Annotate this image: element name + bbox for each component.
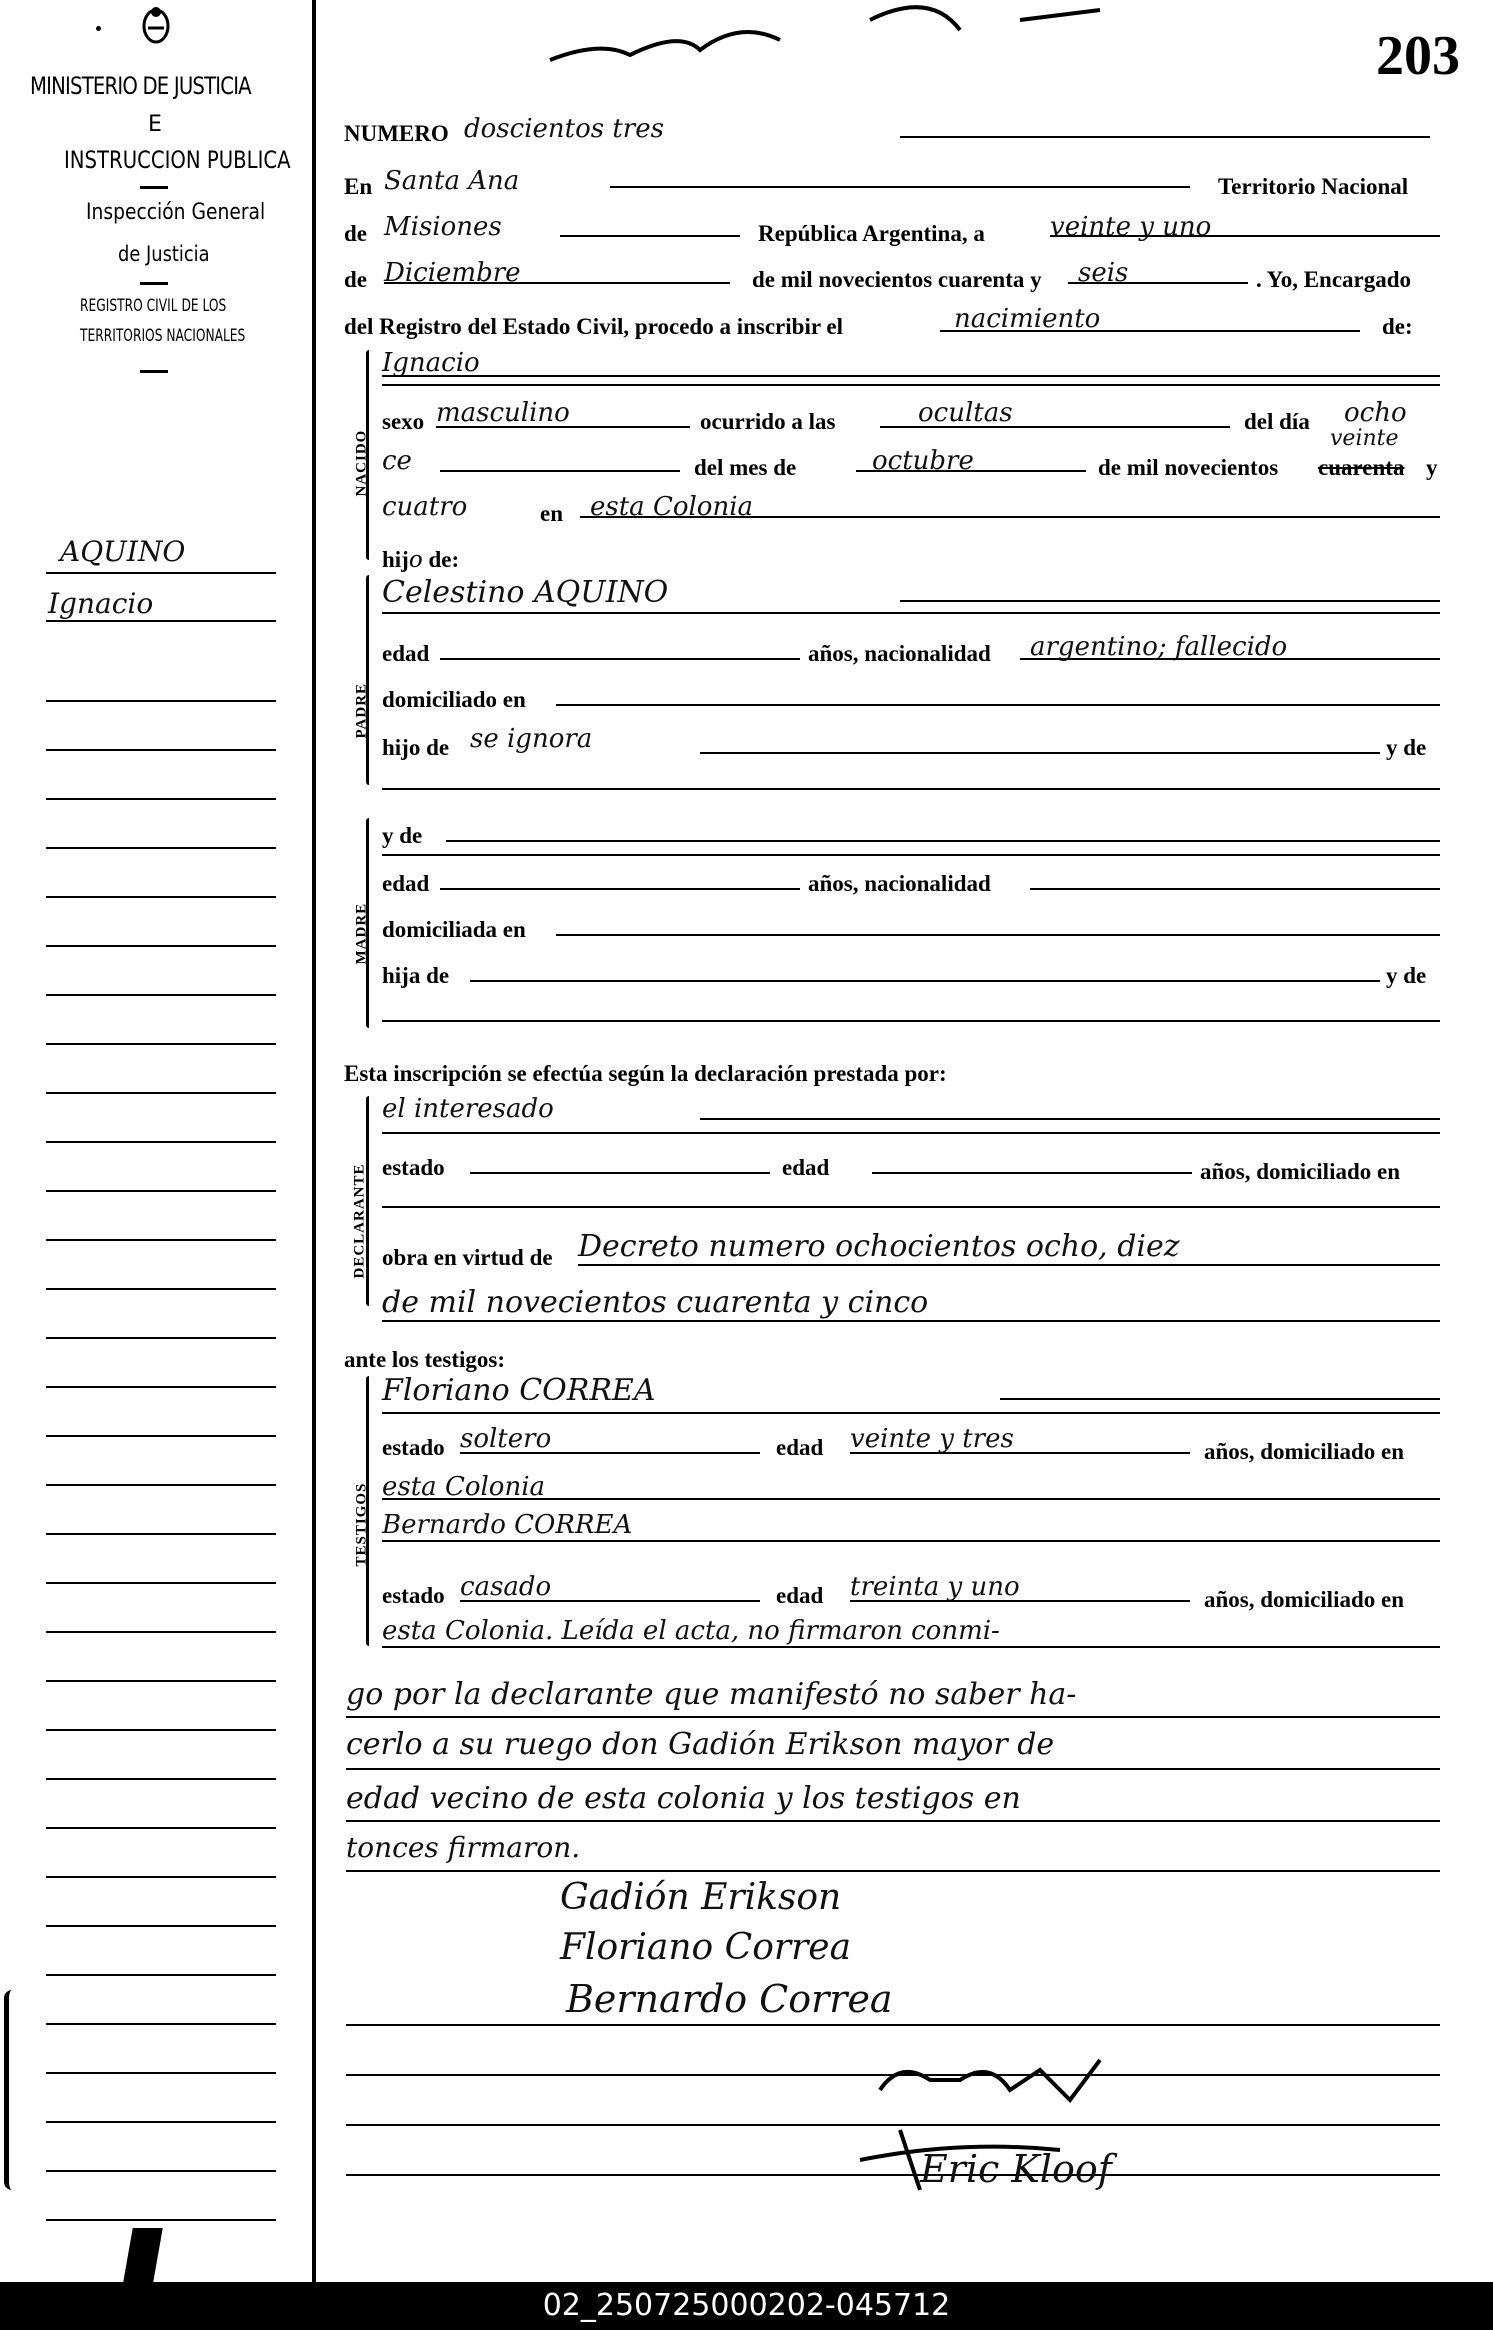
obra-value-2: de mil novecientos cuarenta y cinco (382, 1285, 929, 1320)
de2-label: de (344, 267, 367, 292)
testigo1-estado-label: estado (382, 1435, 445, 1460)
coat-of-arms-icon (142, 6, 170, 44)
padre-y-de-label: y de (1386, 735, 1427, 760)
margin-rule (46, 1092, 276, 1094)
madre-nac-line (1030, 888, 1440, 890)
declarante-label: DECLARANTE (351, 1163, 368, 1279)
testigo1-edad-line (850, 1452, 1190, 1454)
declarante-edad-line (872, 1172, 1192, 1174)
margin-rule (46, 1141, 276, 1143)
top-scribble (540, 0, 1140, 80)
margin-given-name: Ignacio (48, 587, 154, 620)
padre-label: PADRE (353, 682, 370, 739)
divider (140, 282, 168, 285)
en2-label: en (540, 501, 563, 526)
margin-rule (46, 1974, 276, 1976)
page-number: 203 (1376, 25, 1460, 87)
margin-rule (46, 2121, 276, 2123)
del-mes-label: del mes de (694, 455, 797, 480)
registry-line2: TERRITORIOS NACIONALES (80, 326, 246, 346)
madre-end-line (382, 1020, 1440, 1022)
mil-label: de mil novecientos cuarenta y (752, 267, 1042, 292)
margin-rule (46, 1827, 276, 1829)
de-value: Misiones (384, 212, 502, 242)
padre-edad-line (440, 658, 800, 660)
testigo1-nombre-line2 (382, 1412, 1440, 1414)
dia-nac-value: ocho (1344, 398, 1407, 428)
sexo-line (436, 426, 690, 428)
ocurrido-label: ocurrido a las (700, 409, 836, 434)
margin-rule (46, 1337, 276, 1339)
padre-end-line (382, 788, 1440, 790)
margin-surname: AQUINO (60, 535, 186, 568)
madre-hija-de-label: hija de (382, 963, 450, 988)
testigo1-nombre-line (1000, 1398, 1440, 1400)
ministry-line3: INSTRUCCION PUBLICA (64, 146, 291, 174)
en-value: Santa Ana (384, 166, 520, 196)
padre-dom-line (556, 704, 1440, 706)
mes-value: Diciembre (384, 258, 521, 288)
margin-rule (46, 1288, 276, 1290)
official-signature: Eric Kloof (920, 2147, 1112, 2191)
testigo1-estado: soltero (460, 1424, 552, 1454)
obra-line (578, 1264, 1440, 1266)
madre-y-de-label: y de (382, 823, 423, 848)
hora-line (880, 426, 1230, 428)
madre-nombre-line (446, 840, 1440, 842)
y-label: y (1426, 455, 1438, 480)
footer-id: 02_250725000202-045712 (542, 2288, 951, 2323)
lugar-value: esta Colonia (590, 492, 754, 522)
declarante-edad-label: edad (782, 1155, 830, 1180)
de-line (560, 235, 740, 237)
margin-rule (46, 1876, 276, 1878)
margin-rule (46, 700, 276, 702)
madre-nombre-line2 (382, 854, 1440, 856)
nombre-line2 (382, 384, 1440, 386)
en-line (610, 186, 1190, 188)
testigo1-estado-line (460, 1452, 760, 1454)
bottom-mark (123, 2228, 163, 2282)
testigo2-estado: casado (460, 1572, 552, 1602)
testigo2-nombre: Bernardo CORREA (382, 1510, 633, 1540)
margin-rule (46, 2170, 276, 2172)
padre-padres-value: se ignora (470, 724, 593, 754)
dia-line (1050, 235, 1440, 237)
territorio-label: Territorio Nacional (1218, 174, 1409, 199)
testigo2-edad-line (850, 1600, 1190, 1602)
madre-dom-line (556, 934, 1440, 936)
nombre-value: Ignacio (382, 348, 480, 378)
nota-line-3: edad vecino de esta colonia y los testigos en (346, 1781, 1021, 1816)
margin-rule (46, 1239, 276, 1241)
padre-dom-label: domiciliado en (382, 687, 526, 712)
padre-hijo-de-label: hijo de (382, 735, 450, 760)
padre-nac-value: argentino; fallecido (1030, 632, 1288, 662)
acto-line (940, 330, 1360, 332)
vertical-separator (312, 0, 316, 2282)
dot-mark (96, 26, 101, 31)
padre-edad-label: edad (382, 641, 430, 666)
sig-rule-1 (346, 2024, 1440, 2026)
sexo-value: masculino (436, 398, 570, 428)
registro-label: del Registro del Estado Civil, procedo a inscribir el (344, 314, 843, 339)
madre-edad-line (440, 888, 800, 890)
divider (140, 186, 168, 189)
obra-label: obra en virtud de (382, 1245, 553, 1270)
margin-rule (46, 620, 276, 622)
testigo2-estado-label: estado (382, 1583, 445, 1608)
de-label: de (344, 221, 367, 246)
madre-anios-label: años, nacionalidad (808, 871, 991, 896)
footer-bar (0, 2282, 1493, 2330)
madre-padres-line (470, 980, 1380, 982)
ministry-line1: MINISTERIO DE JUSTICIA (30, 72, 251, 100)
inscripcion-label: Esta inscripción se efectúa según la declaración prestada por: (344, 1061, 947, 1086)
nota-line-4: tonces firmaron. (346, 1831, 581, 1864)
inspection-line2: de Justicia (118, 242, 210, 266)
margin-rule (46, 572, 276, 574)
testigo2-edad: treinta y uno (850, 1572, 1020, 1602)
margin-rule (46, 1925, 276, 1927)
testigo1-edad-label: edad (776, 1435, 824, 1460)
ante-label: ante los testigos: (344, 1347, 505, 1372)
en-label: En (344, 174, 373, 199)
testigo1-nombre: Floriano CORREA (382, 1373, 656, 1408)
dia-value: veinte y uno (1050, 212, 1212, 242)
anio-value: seis (1078, 258, 1129, 288)
margin-rule (46, 1435, 276, 1437)
nota-rule-4 (346, 1870, 1440, 1872)
padre-anios-label: años, nacionalidad (808, 641, 991, 666)
margin-rule (46, 1582, 276, 1584)
margin-rule (46, 847, 276, 849)
testigo2-estado-line (460, 1600, 760, 1602)
margin-rule (46, 945, 276, 947)
signature-3: Bernardo Correa (566, 1977, 893, 2021)
nacido-label: NACIDO (353, 429, 370, 497)
margin-rule (46, 994, 276, 996)
yo-label: . Yo, Encargado (1256, 267, 1412, 292)
republica-label: República Argentina, a (758, 221, 985, 246)
margin-rule (46, 749, 276, 751)
nombre-line (382, 375, 1440, 377)
testigo2-anios-label: años, domiciliado en (1204, 1587, 1405, 1612)
numero-line (900, 136, 1430, 138)
madre-y-de-label2: y de (1386, 963, 1427, 988)
testigo1-edad: veinte y tres (850, 1424, 1014, 1454)
margin-rule (46, 1631, 276, 1633)
mes-line (384, 282, 730, 284)
signature-2: Floriano Correa (560, 1927, 852, 1968)
veinte-value: veinte (1330, 426, 1399, 451)
testigo1-dom-line (382, 1498, 1440, 1500)
nota-line-1: go por la declarante que manifestó no saber ha- (346, 1677, 1077, 1712)
left-edge-mark (4, 1990, 25, 2190)
declarante-estado-label: estado (382, 1155, 445, 1180)
margin-rule (46, 1533, 276, 1535)
signature-1: Gadión Erikson (560, 1877, 842, 1918)
nota-rule-1 (346, 1716, 1440, 1718)
declarante-line2 (382, 1132, 1440, 1134)
divider (140, 370, 168, 373)
margin-rule (46, 1680, 276, 1682)
hora-value: ocultas (918, 398, 1013, 428)
margin-rule (46, 798, 276, 800)
cuatro-value: cuatro (382, 492, 468, 522)
margin-rule (46, 2072, 276, 2074)
margin-rule (46, 1484, 276, 1486)
sexo-label: sexo (382, 409, 425, 434)
margin-rule (46, 1729, 276, 1731)
margin-rule (46, 1386, 276, 1388)
nota-rule-2 (346, 1768, 1440, 1770)
official-signature-flourish (840, 2040, 1220, 2220)
cuarenta-struck: cuarenta (1318, 455, 1405, 480)
margin-rule (46, 1190, 276, 1192)
declarante-estado-line (470, 1172, 770, 1174)
numero-value: doscientos tres (464, 114, 664, 144)
margin-rule (46, 896, 276, 898)
numero-label: NUMERO (344, 121, 449, 146)
madre-label: MADRE (353, 902, 370, 965)
padre-nac-line (1020, 658, 1440, 660)
declarante-dom-line (382, 1206, 1440, 1208)
padre-nombre: Celestino AQUINO (382, 575, 669, 610)
margin-rule (46, 1778, 276, 1780)
testigo2-nombre-line (382, 1540, 1440, 1542)
anio-line (1068, 282, 1248, 284)
margin-rule (46, 2023, 276, 2025)
testigo2-dom: esta Colonia. Leída el acta, no firmaron conmi- (382, 1616, 1000, 1646)
testigo2-dom-line (382, 1646, 1440, 1648)
ministry-line2: E (148, 112, 162, 137)
acto-value: nacimiento (954, 304, 1101, 334)
declarante-line (700, 1118, 1440, 1120)
mes-nac-line (856, 470, 1086, 472)
margin-rule (46, 1043, 276, 1045)
inspection-line1: Inspección General (86, 200, 266, 225)
lugar-line (580, 516, 1440, 518)
del-dia-label: del día (1244, 409, 1310, 434)
novecientos-label: de mil novecientos (1098, 455, 1279, 480)
margin-rule (46, 2219, 276, 2221)
padre-padres-line (700, 752, 1380, 754)
registry-line1: REGISTRO CIVIL DE LOS (80, 296, 227, 316)
testigos-label: TESTIGOS (353, 1482, 370, 1567)
madre-edad-label: edad (382, 871, 430, 896)
padre-nombre-line (900, 600, 1440, 602)
obra-line2 (382, 1320, 1440, 1322)
nota-line-2: cerlo a su ruego don Gadión Erikson mayor de (346, 1727, 1055, 1762)
hijo-label: hijo de: (382, 547, 460, 573)
padre-nombre-line2 (382, 612, 1440, 614)
nota-rule-3 (346, 1820, 1440, 1822)
mes-nac-value: octubre (872, 446, 974, 476)
madre-dom-label: domiciliada en (382, 917, 526, 942)
testigo1-dom: esta Colonia (382, 1472, 546, 1502)
obra-value-1: Decreto numero ochocientos ocho, diez (578, 1229, 1180, 1264)
ce-line (440, 470, 680, 472)
declarante-value: el interesado (382, 1094, 554, 1124)
testigo1-anios-label: años, domiciliado en (1204, 1439, 1405, 1464)
testigo2-edad-label: edad (776, 1583, 824, 1608)
de-colon-label: de: (1382, 314, 1413, 339)
declarante-anios-label: años, domiciliado en (1200, 1159, 1401, 1184)
ce-value: ce (382, 446, 412, 476)
